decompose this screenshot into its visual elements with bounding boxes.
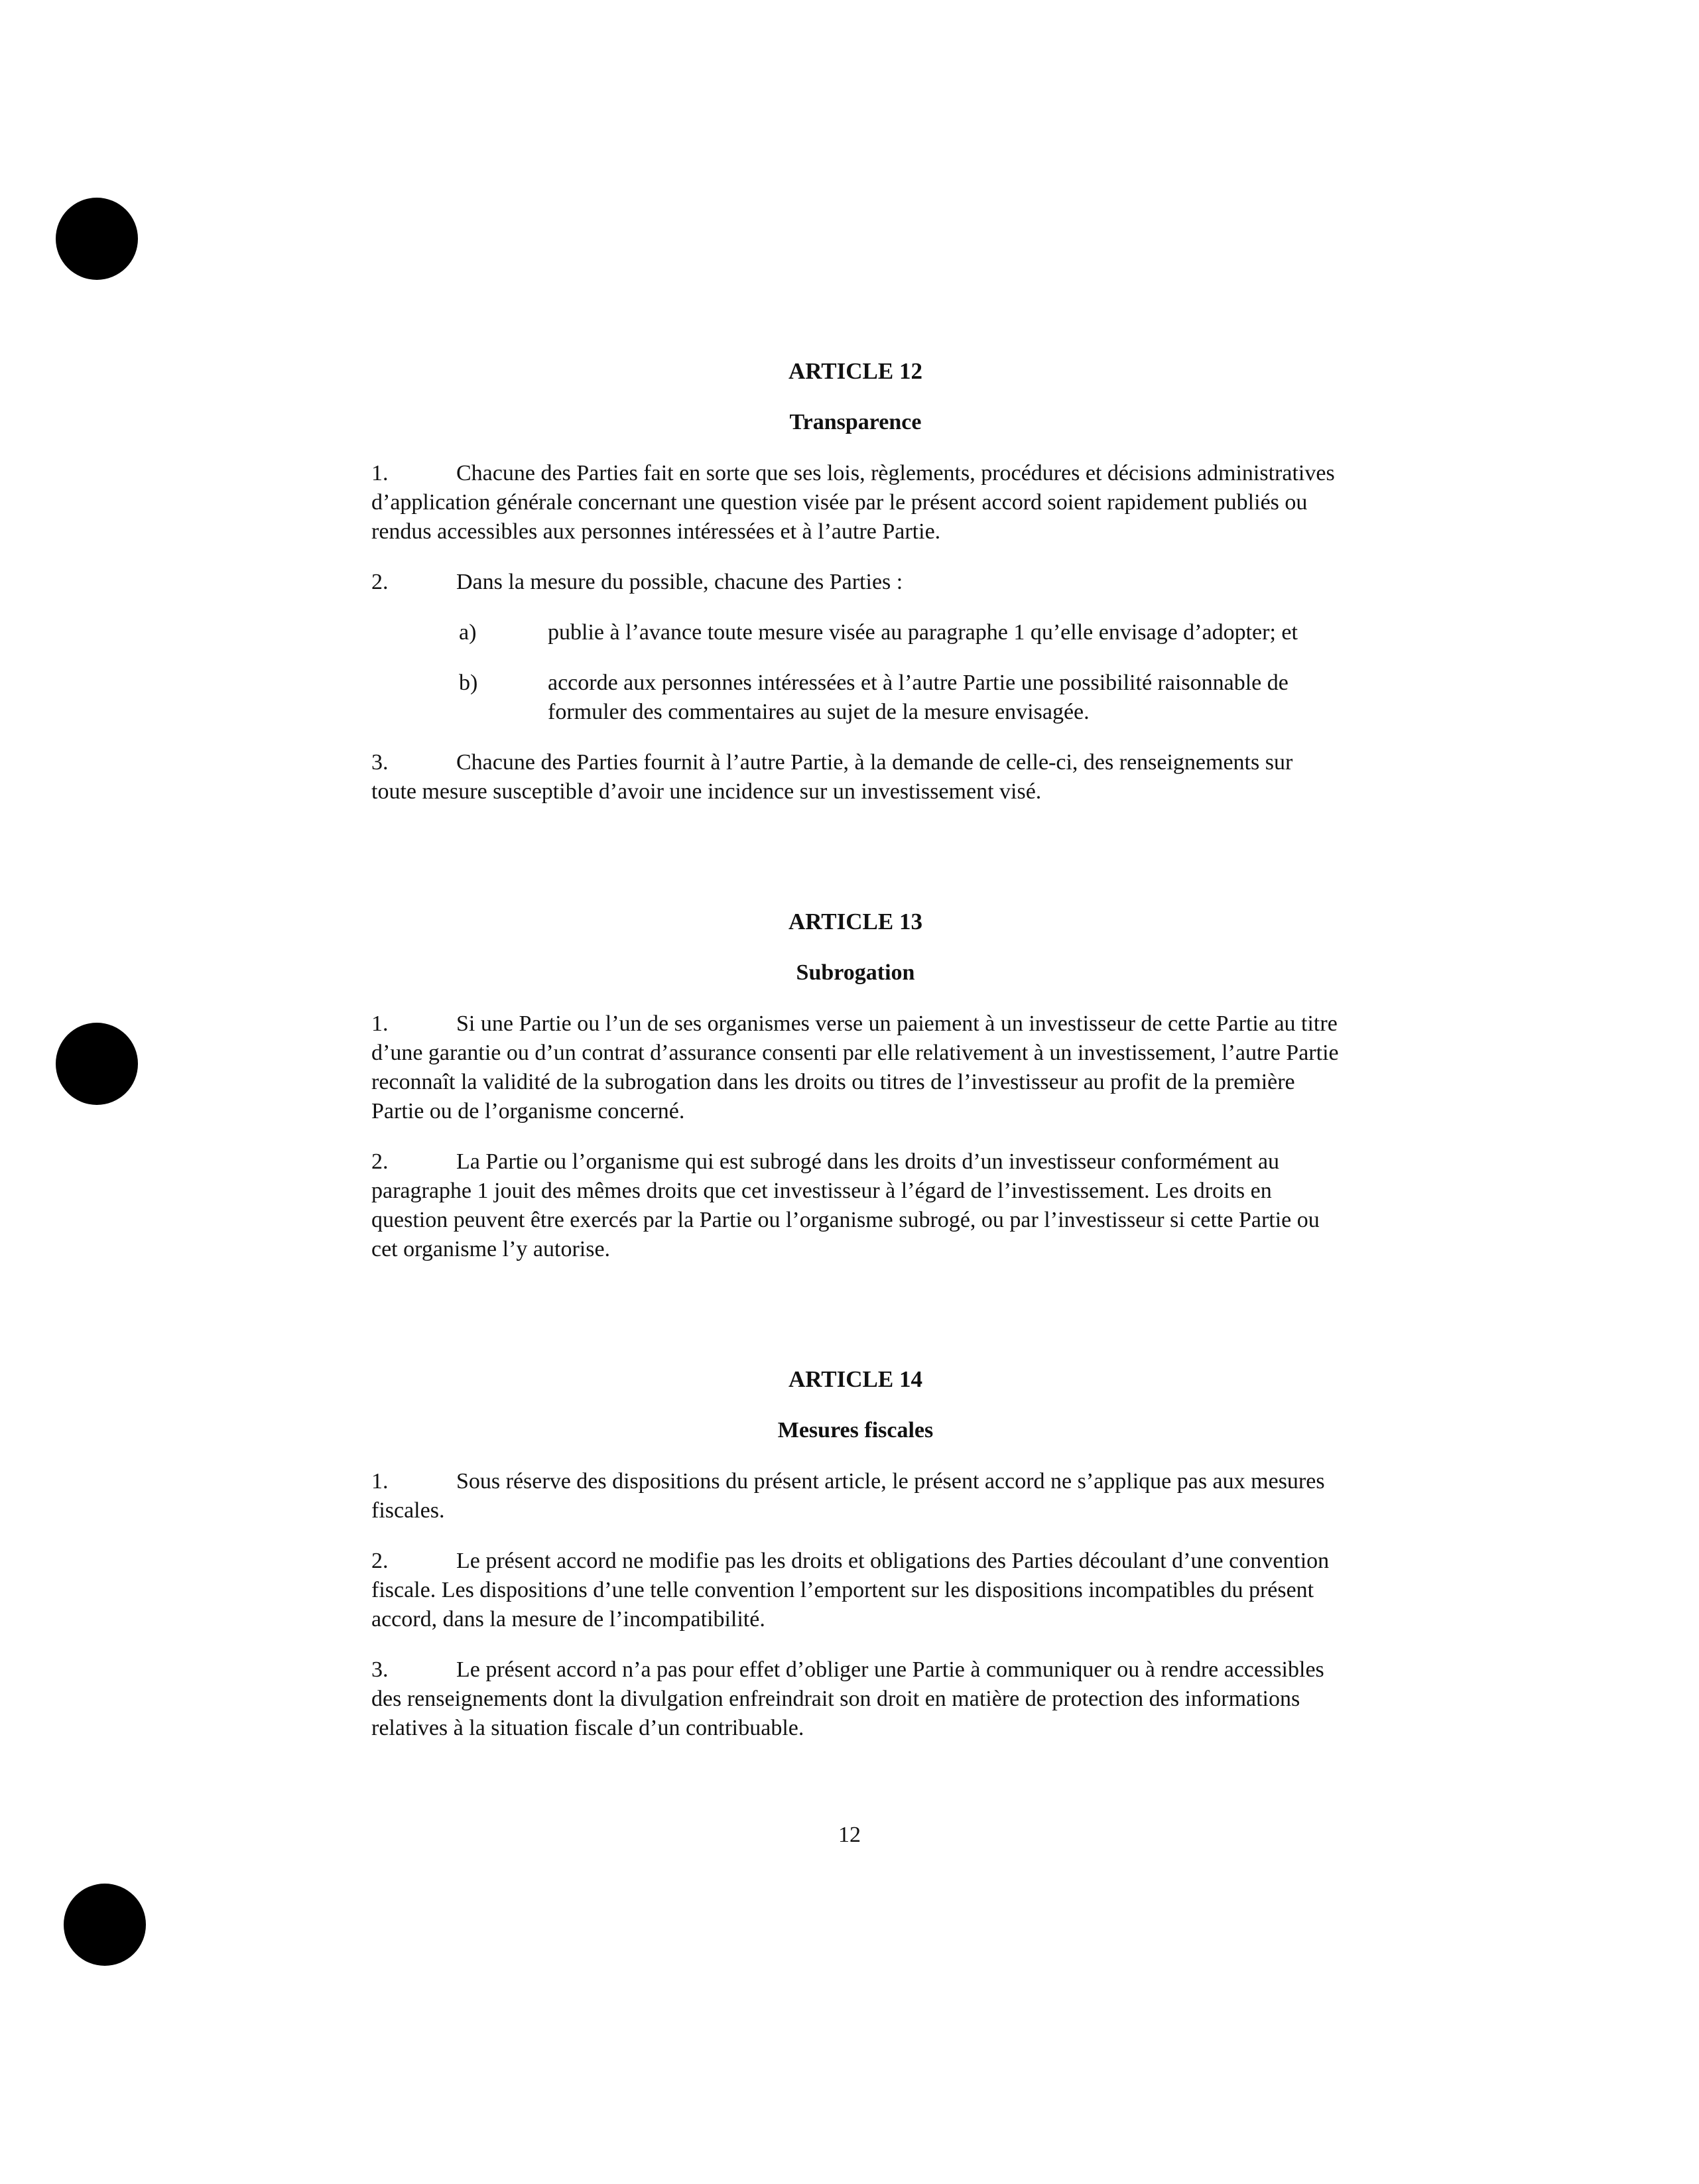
page-number: 12 (838, 1823, 861, 1847)
paragraph-text: Le présent accord ne modifie pas les droits et obligations des Parties découlant d’une convention fiscale. Les dispositions d’une telle convention l’emportent sur les dispositions incompatibles du présent accord, dans la mesure de l’incompatibilité. (371, 1549, 1330, 1632)
paragraph-number: 1. (371, 1011, 389, 1036)
document-body (371, 357, 1340, 1764)
sub-item-text: accorde aux personnes intéressées et à l’autre Partie une possibilité raisonnable de formuler des commentaires au sujet de la mesure envisagée. (548, 671, 1289, 724)
paragraph (371, 1009, 1340, 1126)
article-number: ARTICLE 12 (788, 358, 922, 384)
article-title: Mesures fiscales (777, 1418, 934, 1443)
paragraph-text: Dans la mesure du possible, chacune des Parties : (456, 570, 903, 594)
paragraph (371, 1467, 1340, 1525)
paragraph (371, 1547, 1340, 1634)
paragraph (371, 1147, 1340, 1264)
article-spacer (371, 828, 1340, 907)
article-title: Subrogation (796, 960, 915, 985)
sub-item-letter: b) (459, 671, 478, 695)
paragraph-text: Chacune des Parties fournit à l’autre Partie, à la demande de celle-ci, des renseignements sur toute mesure susceptible d’avoir une incidence sur un investissement visé. (371, 750, 1293, 804)
article-13 (371, 907, 1340, 1264)
paragraph-number: 2. (371, 1549, 389, 1573)
paragraph-text: Chacune des Parties fait en sorte que ses lois, règlements, procédures et décisions administratives d’application générale concernant une question visée par le présent accord soient rapidement publiés ou rendus accessibles aux personnes intéressées et à l’autre Partie. (371, 461, 1335, 544)
sub-item-text: publie à l’avance toute mesure visée au paragraphe 1 qu’elle envisage d’adopter; et (548, 620, 1298, 645)
sub-item (371, 618, 1340, 647)
article-spacer (371, 1285, 1340, 1365)
punch-hole-top (56, 198, 138, 280)
article-14 (371, 1365, 1340, 1743)
paragraph-text: Sous réserve des dispositions du présent article, le présent accord ne s’applique pas aux mesures fiscales. (371, 1469, 1325, 1523)
paragraph (371, 748, 1340, 806)
paragraph (371, 1655, 1340, 1743)
article-number: ARTICLE 14 (788, 1366, 922, 1392)
paragraph-number: 3. (371, 750, 389, 775)
paragraph-text: Si une Partie ou l’un de ses organismes verse un paiement à un investisseur de cette Partie au titre d’une garantie ou d’un contrat d’assurance consenti par elle relativement à un investissement, l’autre Partie reconnaît la validité de la subrogation dans les droits ou titres de l’investisseur au profit de la première Partie ou de l’organisme concerné. (371, 1011, 1339, 1124)
sub-item (371, 669, 1340, 727)
paragraph-text: Le présent accord n’a pas pour effet d’obliger une Partie à communiquer ou à rendre accessibles des renseignements dont la divulgation enfreindrait son droit en matière de protection des informations relatives à la situation fiscale d’un contribuable. (371, 1657, 1324, 1740)
paragraph-number: 1. (371, 1469, 389, 1494)
article-number: ARTICLE 13 (788, 909, 922, 934)
sub-item-letter: a) (459, 620, 477, 645)
paragraph-number: 2. (371, 570, 389, 594)
article-title: Transparence (789, 410, 922, 434)
paragraph-number: 1. (371, 461, 389, 485)
paragraph-number: 2. (371, 1149, 389, 1174)
paragraph (371, 459, 1340, 546)
punch-hole-middle (56, 1023, 138, 1105)
article-12 (371, 357, 1340, 806)
paragraph-number: 3. (371, 1657, 389, 1682)
paragraph-text: La Partie ou l’organisme qui est subrogé dans les droits d’un investisseur conformément au paragraphe 1 jouit des mêmes droits que cet investisseur à l’égard de l’investissement. Les droits en question peuvent être exercés par la Partie ou l’organisme subrogé, ou par l’investisseur si cette Partie ou cet organisme l’y autorise. (371, 1149, 1320, 1261)
paragraph (371, 568, 1340, 597)
punch-hole-bottom (64, 1884, 146, 1966)
